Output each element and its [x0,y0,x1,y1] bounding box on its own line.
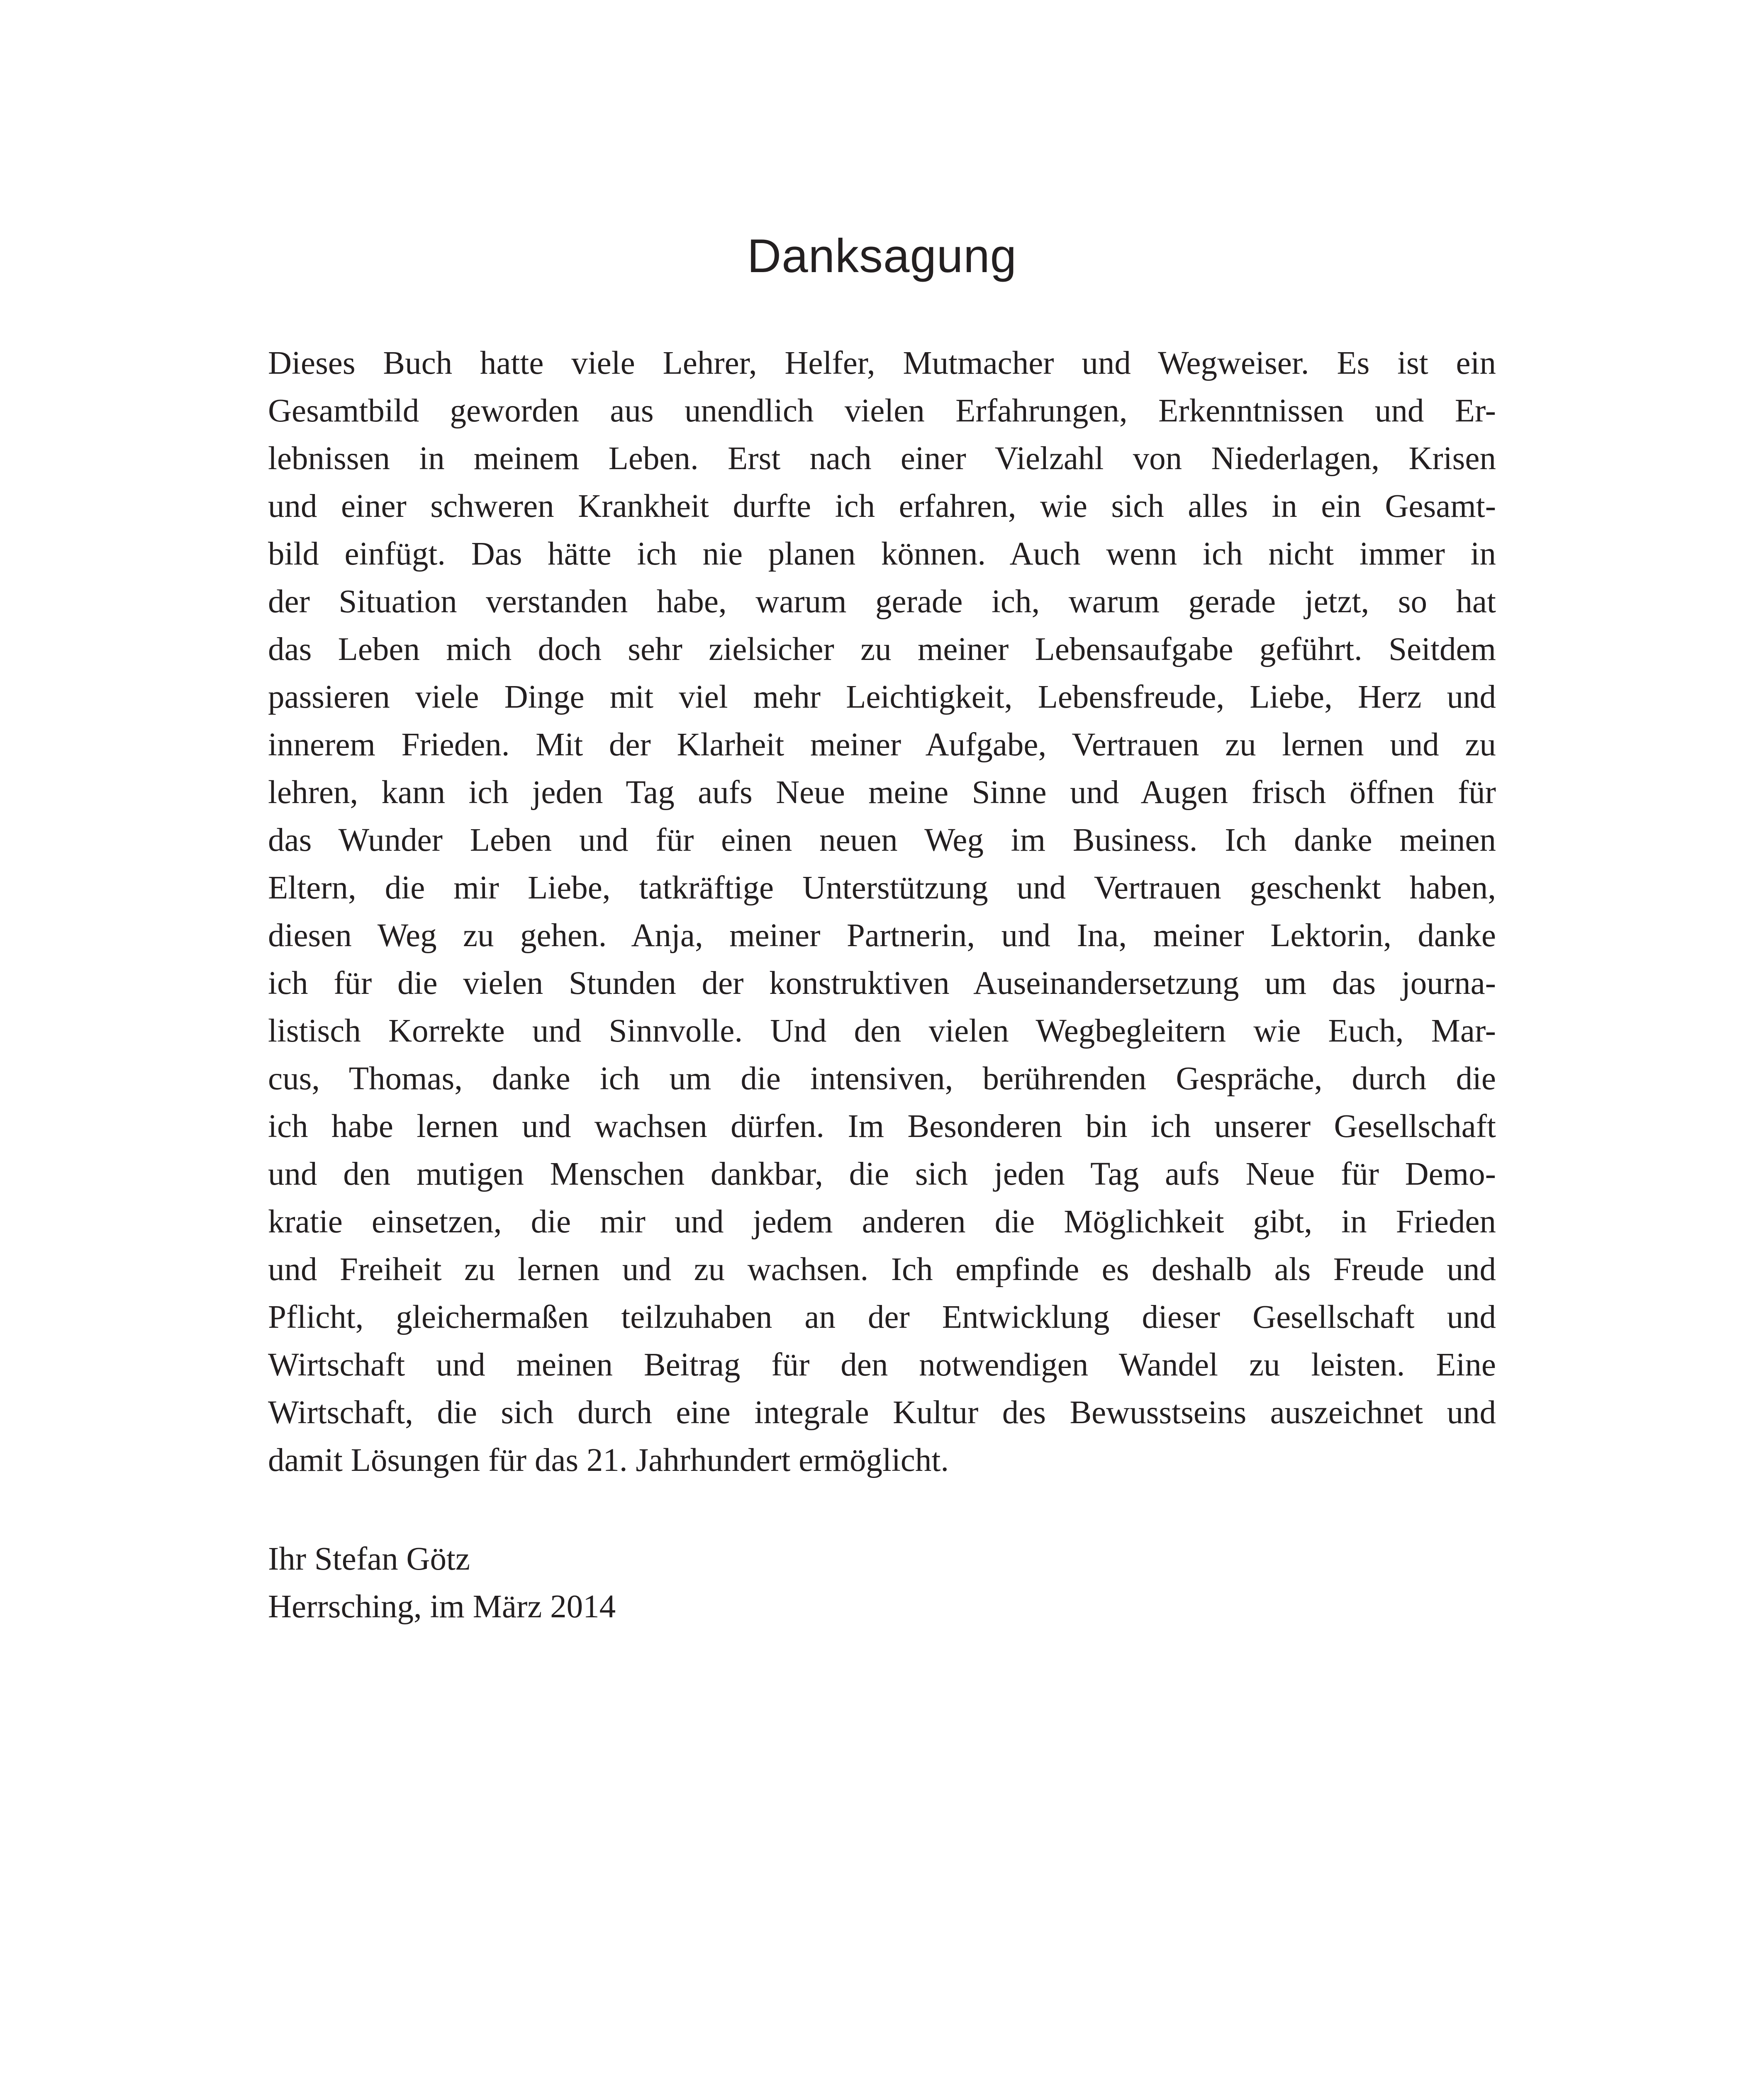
signature-block [268,1535,1496,1631]
signature-place-date: Herrsching, im März 2014 [268,1589,616,1625]
body-line: Pflicht, gleichermaßen teilzuhaben an der Entwicklung dieser Gesellschaft und [268,1299,1496,1335]
body-line: bild einfügt. Das hätte ich nie planen können. Auch wenn ich nicht immer in [268,536,1496,572]
body-line: und Freiheit zu lernen und zu wachsen. Ich empfinde es deshalb als Freude und [268,1251,1496,1288]
body-line: diesen Weg zu gehen. Anja, meiner Partnerin, und Ina, meiner Lektorin, danke [268,918,1496,954]
body-line: lebnissen in meinem Leben. Erst nach einer Vielzahl von Niederlagen, Krisen [268,441,1496,477]
body-line: ich habe lernen und wachsen dürfen. Im Besonderen bin ich unserer Gesellschaft [268,1108,1496,1144]
body-line: das Leben mich doch sehr zielsicher zu meiner Lebensaufgabe geführt. Seitdem [268,631,1496,667]
body-line: damit Lösungen für das 21. Jahrhundert ermöglicht. [268,1442,949,1478]
body-line: listisch Korrekte und Sinnvolle. Und den vielen Wegbegleitern wie Euch, Mar- [268,1013,1496,1049]
body-line: und einer schweren Krankheit durfte ich erfahren, wie sich alles in ein Gesamt- [268,488,1496,524]
body-line: der Situation verstanden habe, warum gerade ich, warum gerade jetzt, so hat [268,584,1496,620]
body-line: Gesamtbild geworden aus unendlich vielen Erfahrungen, Erkenntnissen und Er- [268,393,1496,429]
body-line: das Wunder Leben und für einen neuen Weg im Business. Ich danke meinen [268,822,1496,858]
body-line: Dieses Buch hatte viele Lehrer, Helfer, Mutmacher und Wegweiser. Es ist ein [268,345,1496,381]
body-paragraph [268,339,1496,1484]
body-line: lehren, kann ich jeden Tag aufs Neue meine Sinne und Augen frisch öffnen für [268,774,1496,811]
body-line: innerem Frieden. Mit der Klarheit meiner Aufgabe, Vertrauen zu lernen und zu [268,727,1496,763]
body-line: Eltern, die mir Liebe, tatkräftige Unterstützung und Vertrauen geschenkt haben, [268,870,1496,906]
body-line: und den mutigen Menschen dankbar, die sich jeden Tag aufs Neue für Demo- [268,1156,1496,1192]
body-line: ich für die vielen Stunden der konstruktiven Auseinandersetzung um das journa- [268,965,1496,1001]
body-line: Wirtschaft und meinen Beitrag für den notwendigen Wandel zu leisten. Eine [268,1347,1496,1383]
body-line: Wirtschaft, die sich durch eine integrale Kultur des Bewusstseins auszeichnet und [268,1395,1496,1431]
body-line: kratie einsetzen, die mir und jedem anderen die Möglichkeit gibt, in Frieden [268,1204,1496,1240]
body-line: passieren viele Dinge mit viel mehr Leichtigkeit, Lebensfreude, Liebe, Herz und [268,679,1496,715]
signature-name: Ihr Stefan Götz [268,1541,470,1577]
page-title: Danksagung [747,230,1017,282]
body-line: cus, Thomas, danke ich um die intensiven, berührenden Gespräche, durch die [268,1061,1496,1097]
